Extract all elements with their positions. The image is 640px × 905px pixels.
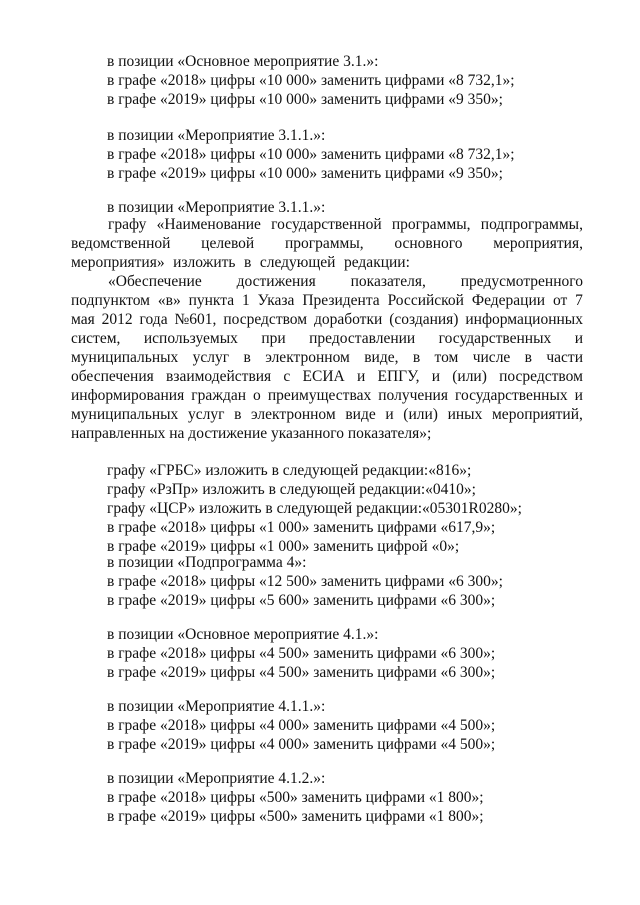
word: предусмотренного bbox=[460, 273, 583, 290]
word: (или) bbox=[403, 406, 438, 423]
paragraph-line bbox=[71, 253, 583, 272]
word: 7 bbox=[575, 292, 583, 309]
word: «в» bbox=[157, 292, 181, 309]
amendment-line: в графе «2018» цифры «12 500» заменить цифрами «6 300»; bbox=[107, 573, 503, 590]
word: с bbox=[283, 368, 291, 385]
word: государственных bbox=[455, 387, 568, 404]
word: том bbox=[434, 349, 459, 366]
paragraph-line bbox=[71, 329, 583, 348]
paragraph-line bbox=[71, 405, 583, 424]
amendment-line: в графе «2019» цифры «5 600» заменить цифрами «6 300»; bbox=[107, 592, 496, 609]
word: от bbox=[552, 292, 568, 309]
paragraph-line bbox=[71, 386, 583, 405]
word: виде bbox=[345, 406, 376, 423]
amendment-block-subprogram-4 bbox=[107, 553, 587, 610]
amendment-line: графу «ЦСР» изложить в следующей редакции:«05301R0280»; bbox=[107, 500, 522, 517]
word: и bbox=[574, 330, 583, 347]
amendment-line: в графе «2019» цифры «4 000» заменить цифрами «4 500»; bbox=[107, 736, 496, 753]
word: в bbox=[234, 406, 242, 423]
amendment-line: в графе «2018» цифры «500» заменить цифрами «1 800»; bbox=[107, 789, 484, 806]
word: следующей bbox=[259, 254, 336, 271]
word: 1 bbox=[242, 292, 250, 309]
word: в bbox=[243, 349, 251, 366]
word: муниципальных bbox=[71, 406, 179, 423]
word: изложить bbox=[173, 254, 236, 271]
amendment-block-main-activity-4-1 bbox=[107, 625, 587, 682]
amendment-line: в графе «2018» цифры «4 000» заменить цифрами «4 500»; bbox=[107, 717, 496, 734]
word: Указа bbox=[257, 292, 295, 309]
word: и bbox=[356, 368, 366, 385]
word: в bbox=[244, 254, 252, 271]
amendment-line: в графе «2019» цифры «4 500» заменить цифрами «6 300»; bbox=[107, 664, 496, 681]
word: показателя, bbox=[350, 273, 426, 290]
amendment-line: в графе «2019» цифры «10 000» заменить цифрами «9 350»; bbox=[107, 91, 503, 108]
paragraph-line bbox=[71, 424, 583, 443]
word: пункта bbox=[188, 292, 235, 309]
word: мая bbox=[71, 311, 95, 328]
amendment-block-activity-3-1-1 bbox=[107, 126, 587, 183]
word: «Наименование bbox=[156, 216, 261, 233]
word: и bbox=[385, 406, 394, 423]
word: основного bbox=[394, 235, 463, 252]
word: графу bbox=[108, 216, 147, 233]
word: получения bbox=[378, 387, 448, 404]
word: (создания) bbox=[389, 311, 459, 328]
amendment-line: в графе «2018» цифры «4 500» заменить цифрами «6 300»; bbox=[107, 645, 496, 662]
new-name-text bbox=[71, 272, 583, 443]
word: доработки bbox=[313, 311, 383, 328]
word: граждан bbox=[191, 387, 247, 404]
paragraph-line bbox=[71, 234, 583, 253]
word: программы, bbox=[391, 216, 471, 233]
word: мероприятия» bbox=[71, 254, 165, 271]
amendment-line: в графе «2019» цифры «10 000» заменить цифрами «9 350»; bbox=[107, 165, 503, 182]
position-heading: в позиции «Мероприятие 3.1.1.»: bbox=[107, 199, 326, 216]
word: электронном bbox=[265, 349, 350, 366]
word: информирования bbox=[71, 387, 185, 404]
name-column-instruction bbox=[71, 215, 583, 272]
amendment-block-columns bbox=[107, 461, 587, 556]
position-heading: в позиции «Мероприятие 4.1.1.»: bbox=[107, 698, 326, 715]
paragraph-line bbox=[71, 215, 583, 234]
word: программы, bbox=[284, 235, 364, 252]
amendment-line: в графе «2018» цифры «10 000» заменить цифрами «8 732,1»; bbox=[107, 146, 515, 163]
word: Федерации bbox=[471, 292, 546, 309]
word: ЕПГУ, bbox=[377, 368, 420, 385]
word: «Обеспечение bbox=[108, 273, 202, 290]
word: редакции: bbox=[344, 254, 410, 271]
word: ЕСИА bbox=[302, 368, 345, 385]
word: государственных bbox=[438, 330, 552, 347]
amendment-line: в графе «2019» цифры «1 000» заменить цифрой «0»; bbox=[107, 538, 460, 555]
word: посредством bbox=[223, 311, 308, 328]
word: электронном bbox=[251, 406, 336, 423]
word: предоставлении bbox=[309, 330, 416, 347]
word: в bbox=[524, 349, 532, 366]
amendment-line: в графе «2018» цифры «1 000» заменить цифрами «617,9»; bbox=[107, 519, 496, 536]
word: иных bbox=[447, 406, 483, 423]
word: части bbox=[546, 349, 583, 366]
word: №601, bbox=[174, 311, 217, 328]
word: в bbox=[412, 349, 421, 366]
word: мероприятия, bbox=[493, 235, 583, 252]
paragraph-line bbox=[71, 272, 583, 291]
word: обеспечения bbox=[71, 368, 154, 385]
word: информационных bbox=[465, 311, 583, 328]
word: достижения bbox=[236, 273, 316, 290]
position-heading: в позиции «Мероприятие 4.1.2.»: bbox=[107, 770, 326, 787]
amendment-line: в графе «2019» цифры «500» заменить цифрами «1 800»; bbox=[107, 808, 484, 825]
paragraph-line bbox=[71, 348, 583, 367]
word: целевой bbox=[201, 235, 255, 252]
word: о bbox=[253, 387, 261, 404]
word: (или) bbox=[452, 368, 487, 385]
word: используемых bbox=[143, 330, 238, 347]
position-heading: в позиции «Мероприятие 3.1.1.»: bbox=[107, 127, 326, 144]
word: взаимодействия bbox=[166, 368, 272, 385]
word: направленных на достижение указанного показателя»; bbox=[71, 425, 432, 442]
word: муниципальных bbox=[71, 349, 179, 366]
word: числе bbox=[472, 349, 511, 366]
paragraph-line bbox=[71, 310, 583, 329]
word: Российской bbox=[387, 292, 464, 309]
word: ведомственной bbox=[71, 235, 171, 252]
amendment-line: графу «ГРБС» изложить в следующей редакции:«816»; bbox=[107, 462, 472, 479]
word: государственной bbox=[271, 216, 382, 233]
word: и bbox=[431, 368, 440, 385]
word: посредством bbox=[499, 368, 583, 385]
word: подпунктом bbox=[71, 292, 150, 309]
word: подпрограммы, bbox=[480, 216, 583, 233]
amendment-line: в графе «2018» цифры «10 000» заменить цифрами «8 732,1»; bbox=[107, 72, 515, 89]
word: мероприятий, bbox=[492, 406, 583, 423]
amendment-block-main-activity-3-1 bbox=[107, 52, 587, 109]
word: услуг bbox=[187, 406, 225, 423]
paragraph-line bbox=[71, 291, 583, 310]
amendment-block-activity-4-1-2 bbox=[107, 769, 587, 826]
word: года bbox=[139, 311, 168, 328]
word: виде, bbox=[364, 349, 399, 366]
word: преимуществах bbox=[267, 387, 372, 404]
word: 2012 bbox=[101, 311, 133, 328]
word: Президента bbox=[302, 292, 380, 309]
position-heading: в позиции «Основное мероприятие 4.1.»: bbox=[107, 626, 379, 643]
position-heading: в позиции «Подпрограмма 4»: bbox=[107, 554, 307, 571]
amendment-block-activity-4-1-1 bbox=[107, 697, 587, 754]
position-heading: в позиции «Основное мероприятие 3.1.»: bbox=[107, 53, 379, 70]
word: при bbox=[261, 330, 286, 347]
word: услуг bbox=[192, 349, 230, 366]
word: и bbox=[574, 387, 583, 404]
paragraph-line bbox=[71, 367, 583, 386]
word: систем, bbox=[71, 330, 121, 347]
amendment-line: графу «РзПр» изложить в следующей редакции:«0410»; bbox=[107, 481, 476, 498]
